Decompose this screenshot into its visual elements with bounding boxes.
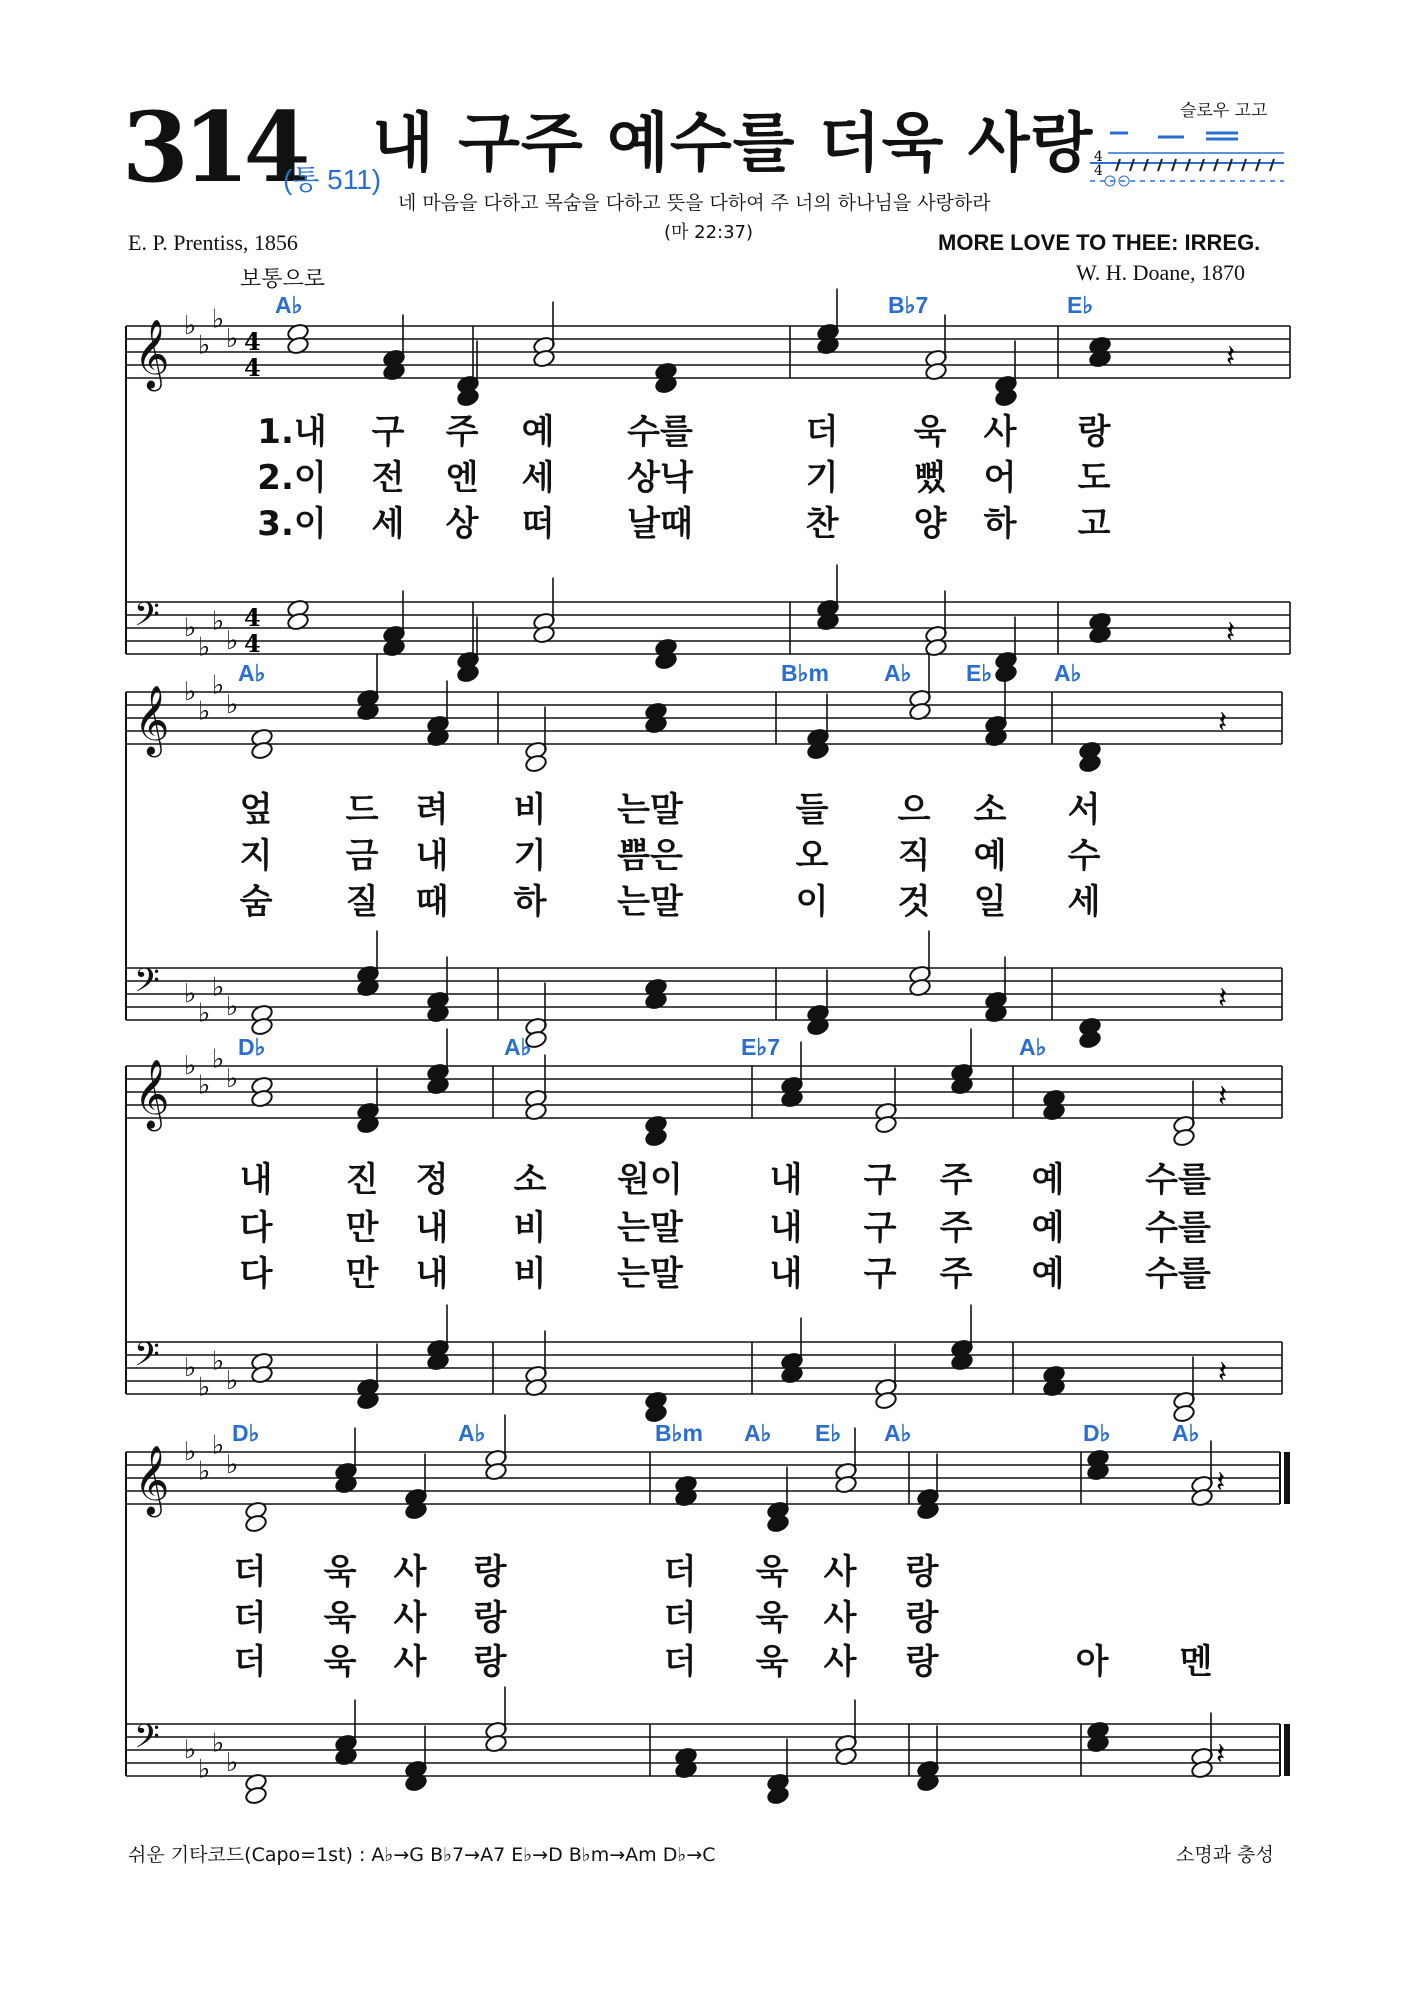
- chord-symbol: E♭: [966, 660, 993, 686]
- chord-symbol: A♭: [884, 660, 912, 686]
- flat-icon: ♭: [226, 1450, 239, 1480]
- time-signature-top: 4: [244, 327, 261, 356]
- rest-icon: 𝄽: [1226, 615, 1236, 650]
- rhythm-style-label: 슬로우 고고: [1180, 101, 1268, 121]
- treble-clef-icon: 𝄞: [134, 1445, 170, 1515]
- lyric-syllable: 더: [663, 1598, 697, 1638]
- lyric-syllable: 세: [521, 458, 555, 498]
- lyric-syllable: 더: [663, 1552, 697, 1592]
- lyric-syllable: 수를: [1145, 1254, 1211, 1294]
- lyric-syllable: 주: [939, 1208, 973, 1248]
- flat-icon: ♭: [226, 626, 239, 656]
- lyric-syllable: 랑: [473, 1552, 507, 1592]
- lyric-syllable: 는말: [617, 1254, 683, 1294]
- lyric-syllable: 수를: [1145, 1208, 1211, 1248]
- flat-icon: ♭: [226, 1366, 239, 1396]
- lyric-line-verse-1: [0, 790, 1414, 830]
- lyric-syllable: 엎: [239, 790, 273, 830]
- lyric-syllable: 떠: [521, 504, 555, 544]
- chord-symbol: E♭: [1067, 292, 1094, 318]
- chord-symbol: A♭: [1054, 660, 1082, 686]
- flat-icon: ♭: [184, 1353, 197, 1383]
- lyric-syllable: 이: [795, 882, 829, 922]
- chord-symbol: A♭: [884, 1420, 912, 1446]
- lyric-syllable: 욱: [755, 1598, 789, 1638]
- lyric-syllable: 비: [513, 1254, 547, 1294]
- lyric-syllable: 수: [1067, 836, 1101, 876]
- flat-icon: ♭: [226, 1748, 239, 1778]
- chord-symbol: A♭: [1172, 1420, 1200, 1446]
- lyric-syllable: 랑: [905, 1642, 939, 1682]
- lyric-syllable: 소: [973, 790, 1007, 830]
- svg-text:4: 4: [1094, 149, 1103, 165]
- time-signature-top: 4: [244, 603, 261, 632]
- hymn-number: 314: [122, 91, 305, 204]
- bass-clef-icon: 𝄢: [134, 1718, 160, 1764]
- composer: W. H. Doane, 1870: [1076, 260, 1246, 285]
- flat-icon: ♭: [184, 1735, 197, 1765]
- lyric-syllable: 예: [973, 836, 1007, 876]
- lyric-syllable: 서: [1067, 790, 1101, 830]
- lyric-line-verse-3: [0, 1642, 1414, 1682]
- guitar-chord-guide: 쉬운 기타코드(Capo=1st) : A♭→G B♭7→A7 E♭→D B♭m→Am D♭→C: [128, 1844, 716, 1866]
- flat-icon: ♭: [198, 1456, 211, 1487]
- lyric-syllable: 내: [769, 1208, 803, 1248]
- flat-icon: ♭: [198, 1070, 211, 1101]
- lyric-line-verse-2: [0, 458, 1414, 498]
- lyric-syllable: 사: [823, 1552, 857, 1592]
- lyric-syllable: 상낙: [627, 458, 693, 498]
- chord-symbol: A♭: [238, 660, 266, 686]
- flat-icon: ♭: [198, 696, 211, 727]
- lyric-line-verse-3: [0, 504, 1414, 544]
- chord-symbol: D♭: [238, 1034, 266, 1060]
- final-barline: [1284, 1724, 1290, 1776]
- flat-icon: ♭: [212, 1728, 225, 1759]
- chord-symbol: A♭: [504, 1034, 532, 1060]
- flat-icon: ♭: [184, 677, 197, 707]
- lyricist: E. P. Prentiss, 1856: [128, 230, 298, 255]
- lyric-syllable: 때: [415, 882, 449, 922]
- flat-icon: ♭: [212, 1044, 225, 1075]
- flat-icon: ♭: [184, 613, 197, 643]
- tune-name: MORE LOVE TO THEE: IRREG.: [938, 230, 1261, 255]
- lyric-syllable: 사: [823, 1598, 857, 1638]
- lyric-syllable: 드: [345, 790, 379, 830]
- scripture-verse: 네 마음을 다하고 목숨을 다하고 뜻을 다하여 주 너의 하나님을 사랑하라: [398, 192, 991, 214]
- flat-icon: ♭: [184, 1437, 197, 1467]
- bass-clef-icon: 𝄢: [134, 1336, 160, 1382]
- lyric-syllable: 찬: [805, 504, 839, 544]
- lyric-syllable: 진: [345, 1160, 379, 1200]
- lyric-syllable: 3.이: [257, 504, 327, 544]
- tempo-marking: 보통으로: [240, 267, 326, 292]
- treble-clef-icon: 𝄞: [134, 685, 170, 755]
- lyric-syllable: 주: [445, 412, 479, 452]
- lyric-syllable: 예: [1031, 1160, 1065, 1200]
- lyric-syllable: 비: [513, 790, 547, 830]
- chord-symbol: B♭m: [655, 1420, 703, 1446]
- flat-icon: ♭: [184, 979, 197, 1009]
- lyric-syllable: 고: [1077, 504, 1111, 544]
- lyric-syllable: 내: [769, 1160, 803, 1200]
- chord-symbol: B♭7: [888, 292, 929, 318]
- time-signature-bottom: 4: [244, 353, 261, 382]
- lyric-syllable: 엔: [445, 458, 479, 498]
- rest-icon: 𝄽: [1218, 981, 1228, 1016]
- bass-clef-icon: 𝄢: [134, 596, 160, 642]
- lyric-syllable: 욱: [323, 1642, 357, 1682]
- svg-text:4: 4: [1094, 163, 1103, 179]
- lyric-syllable: 욱: [323, 1552, 357, 1592]
- lyric-line-verse-2: [0, 1598, 1414, 1638]
- lyric-syllable: 오: [795, 836, 829, 876]
- lyric-syllable: 다: [239, 1208, 273, 1248]
- lyric-syllable: 더: [805, 412, 839, 452]
- lyric-syllable: 정: [415, 1160, 449, 1200]
- lyric-syllable: 랑: [905, 1598, 939, 1638]
- chord-symbol: A♭: [275, 292, 303, 318]
- lyric-syllable: 일: [973, 882, 1007, 922]
- lyric-syllable: 도: [1077, 458, 1111, 498]
- lyric-syllable: 들: [795, 790, 829, 830]
- lyric-syllable: 수를: [627, 412, 693, 452]
- lyric-syllable: 만: [345, 1254, 379, 1294]
- flat-icon: ♭: [198, 998, 211, 1029]
- lyric-syllable: 려: [415, 790, 449, 830]
- chord-symbol: A♭: [1019, 1034, 1047, 1060]
- lyric-line-verse-1: [0, 1160, 1414, 1200]
- flat-icon: ♭: [184, 1051, 197, 1081]
- lyric-syllable: 쁨은: [617, 836, 683, 876]
- lyric-syllable: 사: [393, 1552, 427, 1592]
- lyric-syllable: 소: [513, 1160, 547, 1200]
- lyric-syllable: 구: [863, 1208, 897, 1248]
- lyric-syllable: 내: [415, 836, 449, 876]
- lyric-syllable: 구: [863, 1160, 897, 1200]
- rest-icon: 𝄽: [1218, 705, 1228, 740]
- lyric-syllable: 질: [345, 882, 379, 922]
- lyric-syllable: 욱: [323, 1598, 357, 1638]
- flat-icon: ♭: [212, 1430, 225, 1461]
- rest-icon: 𝄽: [1218, 1355, 1228, 1390]
- flat-icon: ♭: [198, 1372, 211, 1403]
- rest-icon: 𝄽: [1218, 1079, 1228, 1114]
- flat-icon: ♭: [212, 670, 225, 701]
- lyric-syllable: 욱: [755, 1552, 789, 1592]
- lyric-syllable: 2.이: [257, 458, 327, 498]
- chord-symbol: D♭: [1083, 1420, 1111, 1446]
- lyric-syllable: 뻤: [913, 458, 947, 498]
- old-hymn-number: (통 511): [283, 164, 382, 195]
- lyric-syllable: 는말: [617, 882, 683, 922]
- lyric-syllable: 내: [239, 1160, 273, 1200]
- lyric-syllable: 는말: [617, 790, 683, 830]
- lyric-syllable: 사: [393, 1642, 427, 1682]
- lyric-syllable: 숨: [239, 882, 273, 922]
- flat-icon: ♭: [198, 1754, 211, 1785]
- lyric-syllable: 날때: [627, 504, 693, 544]
- page-title: 내 구주 예수를 더욱 사랑: [372, 107, 1094, 181]
- lyric-syllable: 내: [769, 1254, 803, 1294]
- final-barline: [1284, 1452, 1290, 1504]
- flat-icon: ♭: [198, 632, 211, 663]
- lyric-syllable: 예: [1031, 1208, 1065, 1248]
- lyric-syllable: 수를: [1145, 1160, 1211, 1200]
- lyric-syllable: 욱: [755, 1642, 789, 1682]
- lyric-syllable: 내: [415, 1254, 449, 1294]
- lyric-syllable: 랑: [1077, 412, 1111, 452]
- lyric-syllable: 다: [239, 1254, 273, 1294]
- lyric-syllable: 더: [233, 1642, 267, 1682]
- lyric-syllable: 더: [233, 1598, 267, 1638]
- lyric-line-verse-1: [0, 1552, 1414, 1592]
- lyric-syllable: 랑: [905, 1552, 939, 1592]
- time-signature-bottom: 4: [244, 629, 261, 658]
- rest-icon: 𝄽: [1216, 1465, 1226, 1500]
- chord-symbol: D♭: [232, 1420, 260, 1446]
- lyric-syllable: 내: [415, 1208, 449, 1248]
- flat-icon: ♭: [226, 1064, 239, 1094]
- lyric-syllable: 원이: [617, 1160, 683, 1200]
- lyric-syllable: 랑: [473, 1598, 507, 1638]
- flat-icon: ♭: [184, 311, 197, 341]
- lyric-syllable: 욱: [913, 412, 947, 452]
- bass-clef-icon: 𝄢: [134, 962, 160, 1008]
- lyric-syllable: 사: [823, 1642, 857, 1682]
- treble-clef-icon: 𝄞: [134, 1059, 170, 1129]
- lyric-syllable: 지: [239, 836, 273, 876]
- lyric-syllable: 어: [983, 458, 1017, 498]
- lyric-syllable: 아: [1075, 1642, 1109, 1682]
- rest-icon: 𝄽: [1226, 339, 1236, 374]
- lyric-syllable: 주: [939, 1160, 973, 1200]
- lyric-syllable: 으: [897, 790, 931, 830]
- lyric-syllable: 기: [513, 836, 547, 876]
- lyric-syllable: 것: [897, 882, 931, 922]
- lyric-line-verse-3: [0, 882, 1414, 922]
- flat-icon: ♭: [212, 972, 225, 1003]
- publisher-label: 소명과 충성: [1176, 1844, 1274, 1866]
- lyric-syllable: 1.내: [257, 412, 327, 452]
- lyric-syllable: 기: [805, 458, 839, 498]
- lyric-line-verse-1: [0, 412, 1414, 452]
- lyric-syllable: 구: [371, 412, 405, 452]
- lyric-line-verse-2: [0, 1208, 1414, 1248]
- flat-icon: ♭: [212, 304, 225, 335]
- lyric-syllable: 전: [371, 458, 405, 498]
- lyric-syllable: 비: [513, 1208, 547, 1248]
- lyric-syllable: 세: [1067, 882, 1101, 922]
- lyric-line-verse-3: [0, 1254, 1414, 1294]
- chord-symbol: A♭: [458, 1420, 486, 1446]
- lyric-syllable: 상: [445, 504, 479, 544]
- chord-symbol: E♭: [815, 1420, 842, 1446]
- flat-icon: ♭: [198, 330, 211, 361]
- scripture-reference: (마 22:37): [664, 222, 754, 243]
- flat-icon: ♭: [226, 992, 239, 1022]
- lyric-syllable: 는말: [617, 1208, 683, 1248]
- lyric-syllable: 하: [513, 882, 547, 922]
- lyric-syllable: 금: [345, 836, 379, 876]
- lyric-syllable: 주: [939, 1254, 973, 1294]
- lyric-syllable: 더: [663, 1642, 697, 1682]
- chord-symbol: B♭m: [781, 660, 829, 686]
- lyric-syllable: 랑: [473, 1642, 507, 1682]
- lyric-syllable: 직: [897, 836, 931, 876]
- flat-icon: ♭: [212, 606, 225, 637]
- lyric-syllable: 세: [371, 504, 405, 544]
- lyric-syllable: 사: [393, 1598, 427, 1638]
- flat-icon: ♭: [212, 1346, 225, 1377]
- flat-icon: ♭: [226, 690, 239, 720]
- lyric-syllable: 만: [345, 1208, 379, 1248]
- lyric-syllable: 양: [913, 504, 947, 544]
- lyric-syllable: 예: [521, 412, 555, 452]
- lyric-syllable: 구: [863, 1254, 897, 1294]
- treble-clef-icon: 𝄞: [134, 319, 170, 389]
- lyric-syllable: 더: [233, 1552, 267, 1592]
- lyric-syllable: 사: [983, 412, 1017, 452]
- lyric-syllable: 예: [1031, 1254, 1065, 1294]
- chord-symbol: A♭: [744, 1420, 772, 1446]
- flat-icon: ♭: [226, 324, 239, 354]
- lyric-syllable: 멘: [1179, 1642, 1213, 1682]
- chord-symbol: E♭7: [741, 1034, 780, 1060]
- rest-icon: 𝄽: [1216, 1737, 1226, 1772]
- lyric-syllable: 하: [983, 504, 1017, 544]
- lyric-line-verse-2: [0, 836, 1414, 876]
